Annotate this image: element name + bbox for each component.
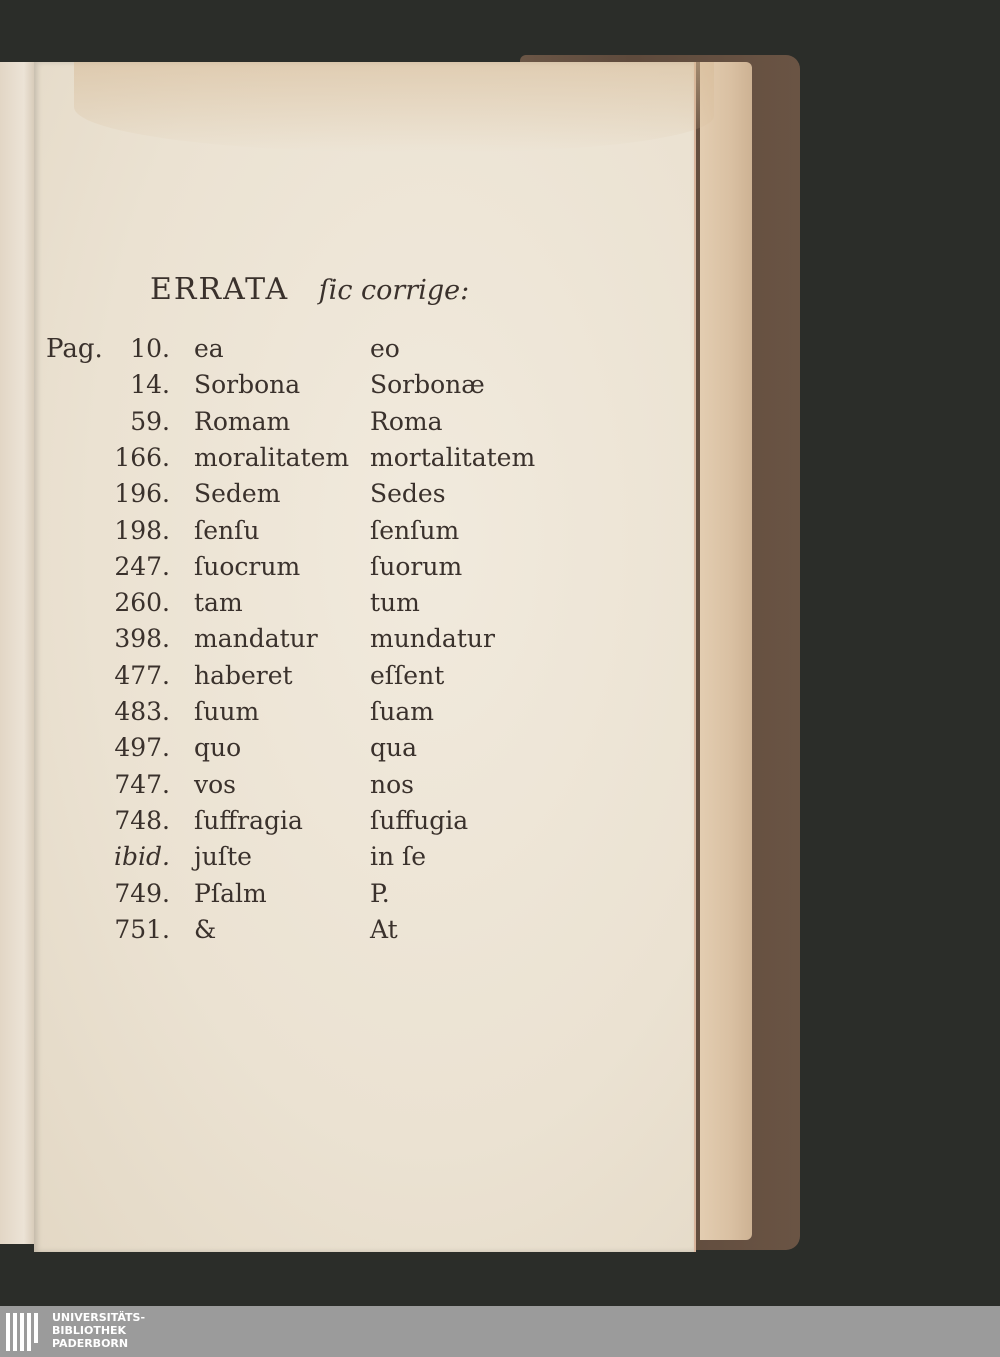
errata-page-number: 747. [114, 769, 170, 799]
errata-wrong-word: quo [194, 733, 242, 763]
errata-wrong-word: Pſalm [194, 878, 267, 908]
errata-page-number: 751. [114, 914, 170, 944]
errata-wrong-word: ſuum [194, 697, 260, 726]
library-name-line1: UNIVERSITÄTS- [52, 1311, 146, 1324]
errata-wrong-word: Romam [194, 406, 291, 436]
errata-correct-word: ſuffugia [370, 805, 469, 835]
errata-correct-word: ſuam [370, 697, 434, 726]
errata-row [0, 479, 700, 515]
errata-page-number: 247. [114, 551, 170, 581]
errata-row [0, 770, 700, 806]
water-stain [74, 62, 714, 152]
errata-correct-word: mortalitatem [370, 442, 536, 472]
errata-row [0, 697, 700, 733]
pag-label: Pag. [46, 334, 103, 364]
errata-row [0, 552, 700, 588]
errata-wrong-word: tam [194, 588, 243, 618]
errata-wrong-word: & [194, 914, 217, 944]
errata-wrong-word: ſenſu [194, 515, 260, 545]
errata-row [0, 407, 700, 443]
errata-page-number: 59. [130, 406, 170, 436]
errata-page-number: 477. [114, 660, 170, 690]
errata-page-number: 749. [114, 878, 170, 908]
errata-page-number: 497. [114, 733, 170, 763]
errata-wrong-word: ſuffragia [194, 805, 303, 835]
errata-row [0, 334, 700, 370]
errata-correct-word: mundatur [370, 624, 495, 654]
errata-wrong-word: mandatur [194, 624, 318, 654]
errata-row [0, 733, 700, 769]
errata-correct-word: tum [370, 588, 420, 618]
errata-row [0, 879, 700, 915]
errata-correct-word: in ſe [370, 842, 427, 872]
errata-page-number: ibid. [114, 842, 170, 872]
errata-page-number: 483. [114, 697, 170, 726]
library-name-line2: BIBLIOTHEK [52, 1324, 127, 1337]
errata-wrong-word: vos [194, 769, 237, 799]
errata-correct-word: ſenſum [370, 515, 460, 545]
library-name [52, 1311, 145, 1350]
errata-page-number: 398. [114, 624, 170, 654]
errata-row [0, 516, 700, 552]
errata-wrong-word: Sedem [194, 479, 281, 509]
errata-page-number: 260. [114, 588, 170, 618]
page-edges [700, 62, 752, 1240]
errata-correct-word: At [370, 914, 398, 944]
errata-row [0, 624, 700, 660]
errata-row [0, 806, 700, 842]
errata-row [0, 661, 700, 697]
errata-correct-word: Sedes [370, 479, 446, 509]
errata-wrong-word: ſuocrum [194, 551, 301, 581]
library-footer [0, 1306, 1000, 1357]
library-logo-icon [6, 1313, 46, 1351]
errata-row [0, 443, 700, 479]
errata-page-number: 748. [114, 805, 170, 835]
errata-correct-word: nos [370, 769, 414, 799]
errata-correct-word: eo [370, 334, 400, 363]
errata-wrong-word: moralitatem [194, 442, 350, 472]
errata-page-number: 166. [114, 442, 170, 472]
errata-page-number: 10. [130, 334, 170, 363]
errata-correct-word: P. [370, 878, 390, 908]
library-name-line3: PADERBORN [52, 1337, 129, 1350]
errata-wrong-word: ea [194, 334, 224, 363]
errata-page-number: 198. [114, 515, 170, 545]
errata-row [0, 370, 700, 406]
errata-correct-word: ſuorum [370, 551, 463, 581]
heading-title: ERRATA [150, 272, 290, 307]
errata-row [0, 588, 700, 624]
errata-page-number: 196. [114, 479, 170, 509]
errata-correct-word: Roma [370, 406, 443, 436]
errata-row [0, 915, 700, 951]
errata-heading [150, 272, 469, 307]
errata-row [0, 842, 700, 878]
errata-wrong-word: juſte [194, 842, 252, 872]
errata-wrong-word: Sorbona [194, 370, 301, 400]
errata-wrong-word: haberet [194, 660, 293, 690]
errata-page-number: 14. [130, 370, 170, 400]
errata-correct-word: qua [370, 733, 418, 763]
errata-correct-word: eſſent [370, 660, 445, 690]
heading-sic-corrige: ſic corrige: [318, 275, 470, 306]
errata-correct-word: Sorbonæ [370, 370, 485, 400]
